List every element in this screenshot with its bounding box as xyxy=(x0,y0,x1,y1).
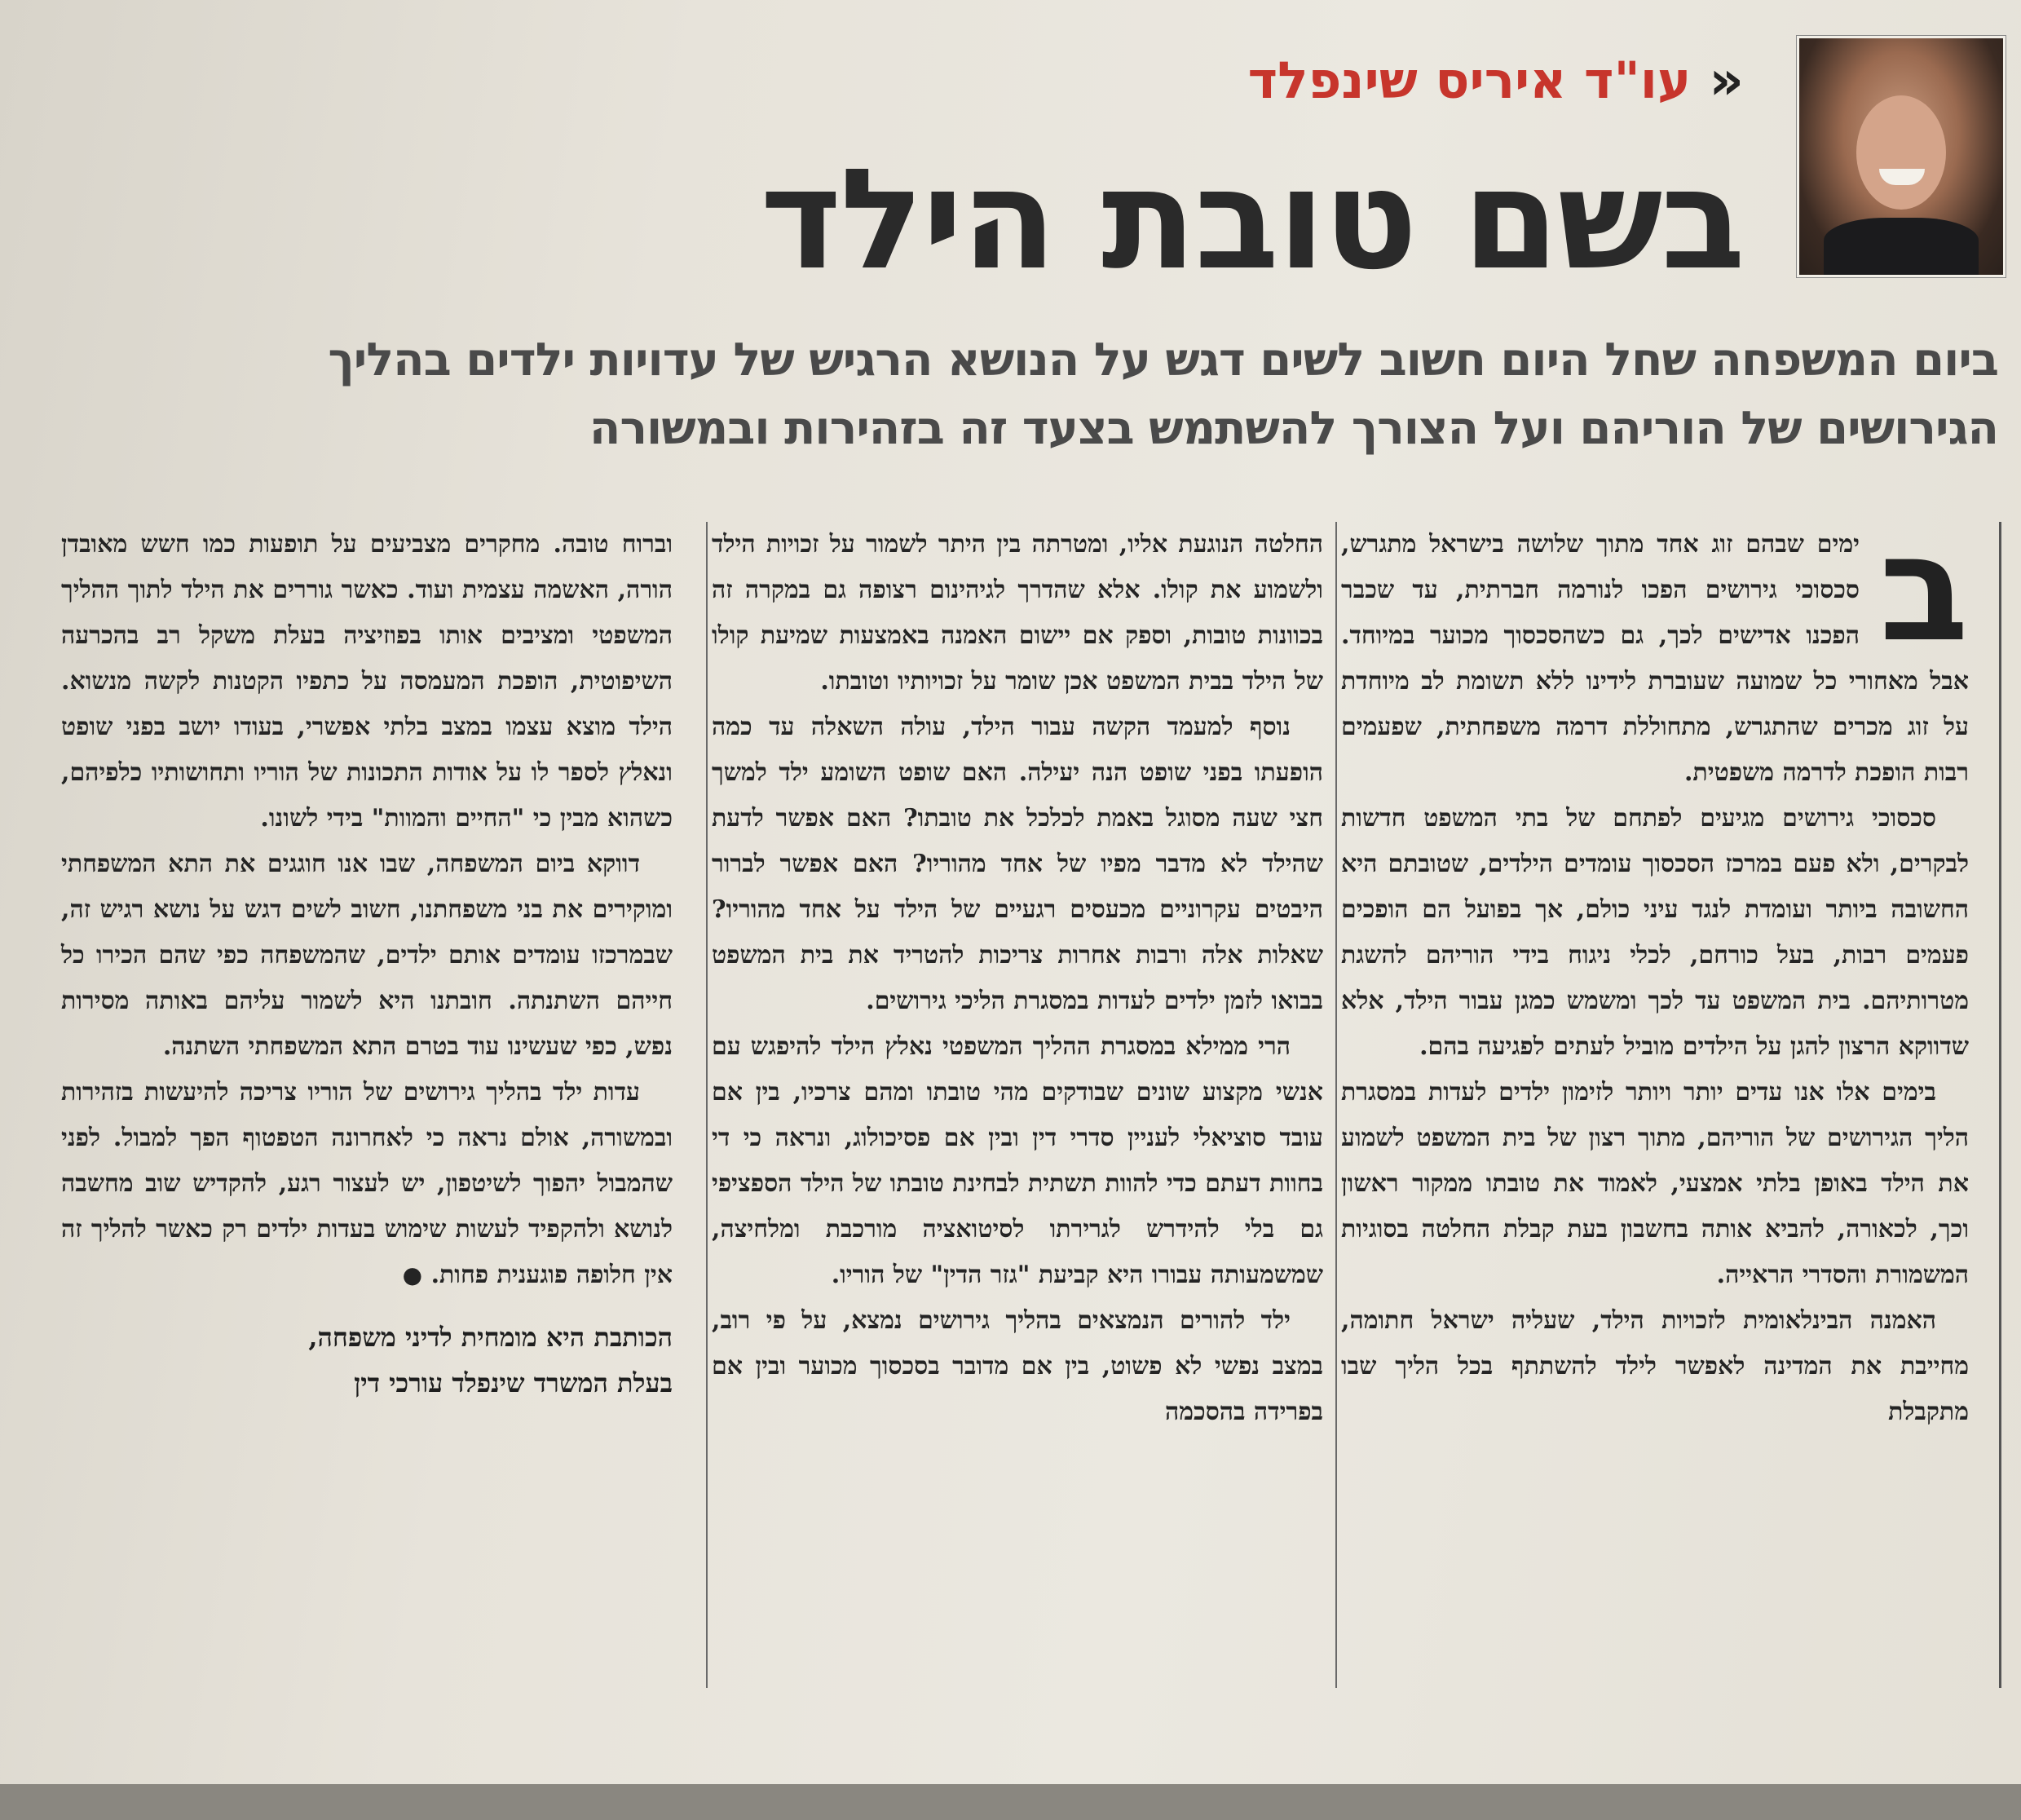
byline-text: עו"ד איריס שינפלד xyxy=(1247,50,1692,110)
article-paragraph: האמנה הבינלאומית לזכויות הילד, שעליה ישראל חתומה, מחייבת את המדינה לאפשר לילד להשתתף בכל הליך שבו מתקבלת xyxy=(1341,1306,1969,1426)
article-column-2 xyxy=(712,522,1323,1435)
author-shirt xyxy=(1824,218,1979,275)
author-face xyxy=(1856,95,1946,210)
article-paragraph: וברוח טובה. מחקרים מצביעים על תופעות כמו חשש מאובדן הורה, האשמה עצמית ועוד. כאשר גוררים את הילד לתוך ההליך המשפטי ומציבים אותו בפוזיציה בעלת משקל רב בהכרעה השיפוטית, הופכת המעמסה על כתפיו הקטנות לקשה מנשוא. הילד מוצא עצמו במצב בלתי אפשרי, בעודו יושב בפני שופט ונאלץ לספר לו על אודות התכונות של הוריו ותחושותיו כלפיהם, כשהוא מבין כי "החיים והמוות" בידי לשונו. xyxy=(61,530,673,833)
article-column-3 xyxy=(61,522,673,1406)
column-divider xyxy=(706,522,708,1688)
article-paragraph: דווקא ביום המשפחה, שבו אנו חוגגים את התא המשפחתי ומוקירים את בני משפחתנו, חשוב לשים דגש על נושא רגיש זה, שבמרכזו עומדים אותם ילדים, שהמשפחה כפי שהם הכירו כל חייהם השתנתה. חובתנו היא לשמור עליהם באותה מסירות נפש, כפי שעשינו עוד בטרם התא המשפחתי השתנה. xyxy=(61,850,673,1061)
article-paragraph: החלטה הנוגעת אליו, ומטרתה בין היתר לשמור על זכויות הילד ולשמוע את קולו. אלא שהדרך לגיהינום רצופה גם במקרה זה בכוונות טובות, וספק אם יישום האמנה באמצעות שמיעת קולו של הילד בבית המשפט אכן שומר על זכויותיו וטובתו. xyxy=(712,530,1323,696)
article-column-1 xyxy=(1341,504,1969,1435)
author-credit xyxy=(61,1314,673,1406)
column-edge-rule xyxy=(1999,522,2001,1688)
article-title: בשם טובת הילד xyxy=(760,139,1744,301)
byline-chevron-icon: « xyxy=(1709,48,1736,112)
column-divider xyxy=(1335,522,1337,1688)
author-photo xyxy=(1797,36,2006,277)
article-subtitle: ביום המשפחה שחל היום חשוב לשים דגש על הנושא הרגיש של עדויות ילדים בהליך הגירושים של הוריהם ועל הצורך להשתמש בצעד זה בזהירות ובמשורה xyxy=(328,334,1998,455)
end-mark-icon: ● xyxy=(402,1261,423,1288)
author-credit-line: בעלת המשרד שינפלד עורכי דין xyxy=(354,1367,673,1398)
drop-cap: ב xyxy=(1879,504,1969,674)
article-paragraph: בימים אלו אנו עדים יותר ויותר לזימון ילדים לעדות במסגרת הליך הגירושים של הוריהם, מתוך רצון של בית המשפט לשמוע את הילד באופן בלתי אמצעי, לאמוד את טובתו ממקור ראשון וכך, לכאורה, להביא אותה בחשבון בעת קבלת החלטה בסוגיות המשמורת והסדרי הראייה. xyxy=(1341,1078,1969,1289)
article-paragraph: סכסוכי גירושים מגיעים לפתחם של בתי המשפט חדשות לבקרים, ולא פעם במרכז הסכסוך עומדים הילדים, שטובתם היא החשובה ביותר ועומדת לנגד עיני כולם, אך בפועל הם הופכים פעמים רבות, בעל כורחם, לכלי ניגוח בידי הוריהם להשגת מטרותיהם. בית המשפט עד לכך ומשמש כמגן עבור הילד, אלא שדווקא הרצון להגן על הילדים מוביל לעתים לפגיעה בהם. xyxy=(1341,804,1969,1061)
author-credit-line: הכותבת היא מומחית לדיני משפחה, xyxy=(308,1322,673,1353)
page-bottom-edge xyxy=(0,1784,2021,1820)
paragraph-text: ימים שבהם זוג אחד מתוך שלושה בישראל מתגרש, סכסוכי גירושים הפכו לנורמה חברתית, עד שכבר הפכנו אדישים לכך, גם כשהסכסוך מכוער במיוחד. אבל מאחורי כל שמועה שעוברת לידינו ללא תשומת לב מיוחדת על זוג מכרים שהתגרש, מתחוללת דרמה משפחתית, שפעמים רבות הופכת לדרמה משפטית. xyxy=(1341,530,1969,787)
article-paragraph: הרי ממילא במסגרת ההליך המשפטי נאלץ הילד להיפגש עם אנשי מקצוע שונים שבודקים מהי טובתו ומהם צרכיו, בין אם עובד סוציאלי לעניין סדרי דין ובין אם פסיכולוג, ונראה כי די בחוות דעתם כדי להוות תשתית לבחינת טובתו של הילד הספציפי גם בלי להידרש לגרירתו לסיטואציה מורכבת ומלחיצה, שמשמעותה עבורו היא קביעת "גזר הדין" של הוריו. xyxy=(712,1032,1323,1289)
author-byline xyxy=(1248,47,1736,113)
paragraph-text: עדות ילד בהליך גירושים של הוריו צריכה להיעשות בזהירות ובמשורה, אולם נראה כי לאחרונה הטפטוף הפך למבול. לפני שהמבול יהפוך לשיטפון, יש לעצור רגע, להקדיש שוב מחשבה לנושא ולהקפיד לעשות שימוש בעדות ילדים רק כאשר להליך זה אין חלופה פוגענית פחות. xyxy=(61,1078,673,1289)
article-paragraph: ילד להורים הנמצאים בהליך גירושים נמצא, על פי רוב, במצב נפשי לא פשוט, בין אם מדובר בסכסוך מכוער ובין אם בפרידה בהסכמה xyxy=(712,1306,1323,1426)
article-paragraph xyxy=(1341,504,1969,796)
article-paragraph: נוסף למעמד הקשה עבור הילד, עולה השאלה עד כמה הופעתו בפני שופט הנה יעילה. האם שופט השומע ילד למשך חצי שעה מסוגל באמת לכלכל את טובתו? האם אפשר לדעת שהילד לא מדבר מפיו של אחד מהוריו? האם אפשר לברור היבטים עקרוניים מכעסים רגעיים של הילד על אחד מהוריו? שאלות אלה ורבות אחרות צריכות להטריד את בית המשפט בבואו לזמן ילדים לעדות במסגרת הליכי גירושים. xyxy=(712,713,1323,1015)
article-paragraph xyxy=(61,1070,673,1298)
